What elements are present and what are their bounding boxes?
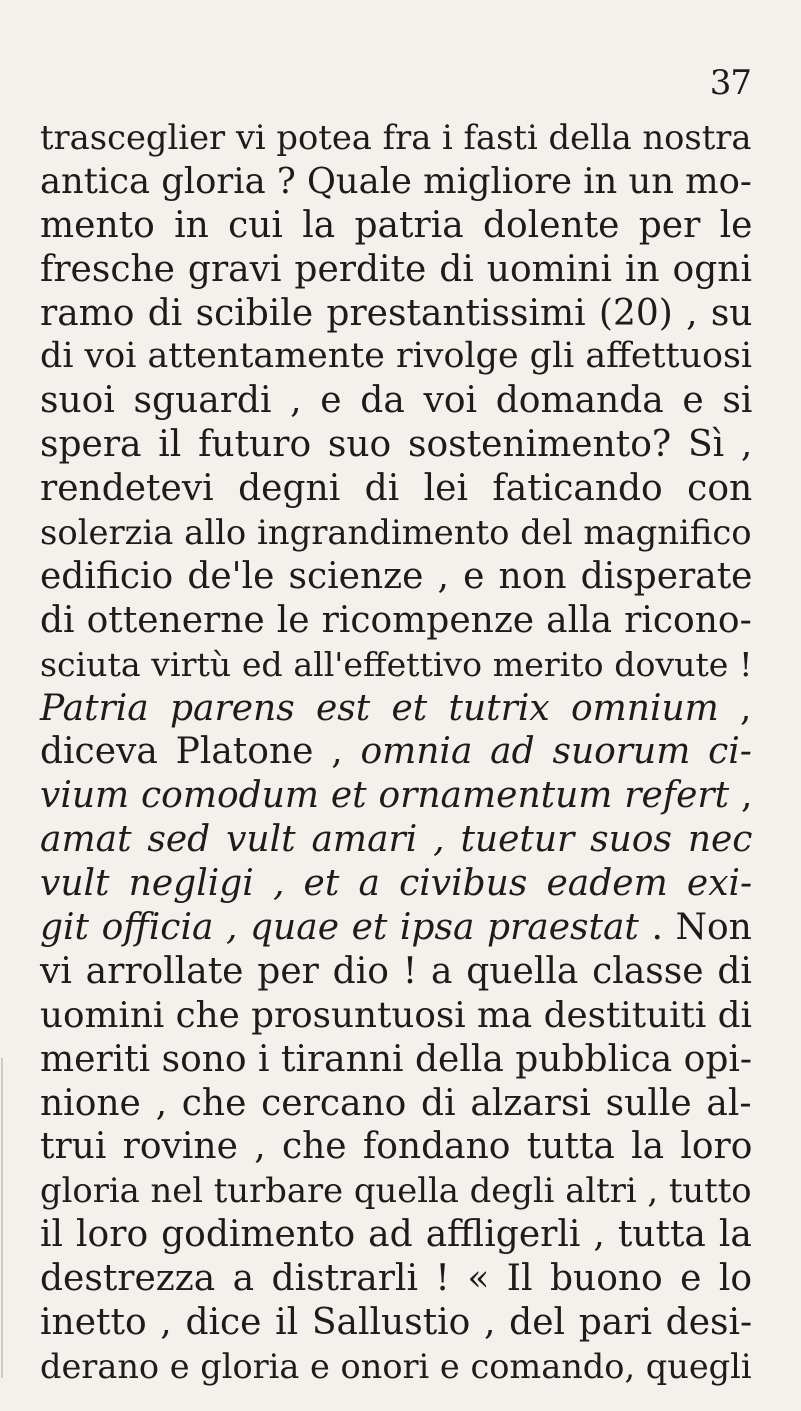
italic-text-segment: vult negligi , et a civibus eadem exi- <box>40 863 753 905</box>
text-line <box>40 555 752 599</box>
text-segment: il loro godimento ad affligerli , tutta la <box>40 1214 752 1256</box>
text-segment: vi arrollate per dio ! a quella classe di <box>40 950 752 992</box>
text-segment: destrezza a distrarli ! « Il buono e lo <box>40 1258 753 1300</box>
text-segment: . Non <box>638 907 752 949</box>
text-segment: spera il futuro suo sostenimento? Sì , <box>40 424 753 466</box>
text-segment: rendetevi degni di lei faticando con <box>40 468 753 510</box>
text-line <box>40 1038 752 1082</box>
text-line <box>40 116 752 160</box>
text-segment: derano e gloria e onori e comando, quegli <box>40 1346 752 1386</box>
text-line <box>40 1213 752 1257</box>
text-line <box>40 599 752 643</box>
text-segment: edificio de'le scienze , e non disperate <box>40 555 753 597</box>
text-line <box>40 160 752 204</box>
text-segment: , <box>729 775 753 817</box>
text-segment: mento in cui la patria dolente per le <box>40 204 753 246</box>
text-segment: antica gloria ? Quale migliore in un mo- <box>40 160 752 202</box>
text-segment: , <box>718 687 752 729</box>
text-segment: solerzia allo ingrandimento del magnifico <box>40 513 752 553</box>
text-segment: ramo di scibile prestantissimi (20) , su <box>40 292 753 334</box>
italic-text-segment: Patria parens est et tutrix omnium <box>40 687 719 729</box>
text-segment: fresche gravi perdite di uomini in ogni <box>40 248 752 290</box>
text-line <box>40 511 752 555</box>
text-line <box>40 379 752 423</box>
text-segment: suoi sguardi , e da voi domanda e si <box>40 380 753 422</box>
text-line <box>40 950 752 994</box>
italic-text-segment: amat sed vult amari , tuetur suos nec <box>40 819 753 861</box>
text-line <box>40 1257 752 1301</box>
text-segment: meriti sono i tiranni della pubblica opi- <box>40 1038 753 1080</box>
page-number: 37 <box>709 63 751 103</box>
text-segment: gloria nel turbare quella degli altri , tutto <box>40 1171 752 1211</box>
text-line <box>40 248 752 292</box>
text-line <box>40 1301 752 1345</box>
text-line <box>40 994 752 1038</box>
text-line <box>40 1125 752 1169</box>
text-line <box>40 730 752 774</box>
text-line <box>40 292 752 336</box>
italic-text-segment: vium comodum et ornamentum refert <box>40 775 730 817</box>
text-line <box>40 1082 752 1126</box>
text-line <box>40 687 752 731</box>
text-segment: diceva Platone , <box>40 731 361 773</box>
text-line <box>40 467 752 511</box>
text-line <box>40 643 752 687</box>
italic-text-segment: omnia ad suorum ci- <box>360 731 752 773</box>
text-line <box>40 1169 752 1213</box>
text-segment: uomini che prosuntuosi ma destituiti di <box>40 994 752 1036</box>
text-line <box>40 204 752 248</box>
text-segment: trasceglier vi potea fra i fasti della nostra <box>40 118 752 157</box>
margin-shadow <box>1 1058 3 1378</box>
italic-text-segment: git officia , quae et ipsa praestat <box>40 907 639 949</box>
text-line <box>40 774 752 818</box>
text-line <box>40 862 752 906</box>
text-segment: sciuta virtù ed all'effettivo merito dovute ! <box>40 644 753 684</box>
text-line <box>40 423 752 467</box>
text-line <box>40 1345 752 1389</box>
text-segment: di ottenerne le ricompenze alla ricono- <box>40 599 752 641</box>
text-line <box>40 818 752 862</box>
body-text <box>40 116 752 1389</box>
text-segment: di voi attentamente rivolge gli affettuosi <box>40 336 753 377</box>
text-segment: nione , che cercano di alzarsi sulle al- <box>40 1082 752 1124</box>
text-line <box>40 906 752 950</box>
text-line <box>40 335 752 379</box>
text-segment: trui rovine , che fondano tutta la loro <box>40 1126 753 1168</box>
text-segment: inetto , dice il Sallustio , del pari desi- <box>40 1302 753 1344</box>
